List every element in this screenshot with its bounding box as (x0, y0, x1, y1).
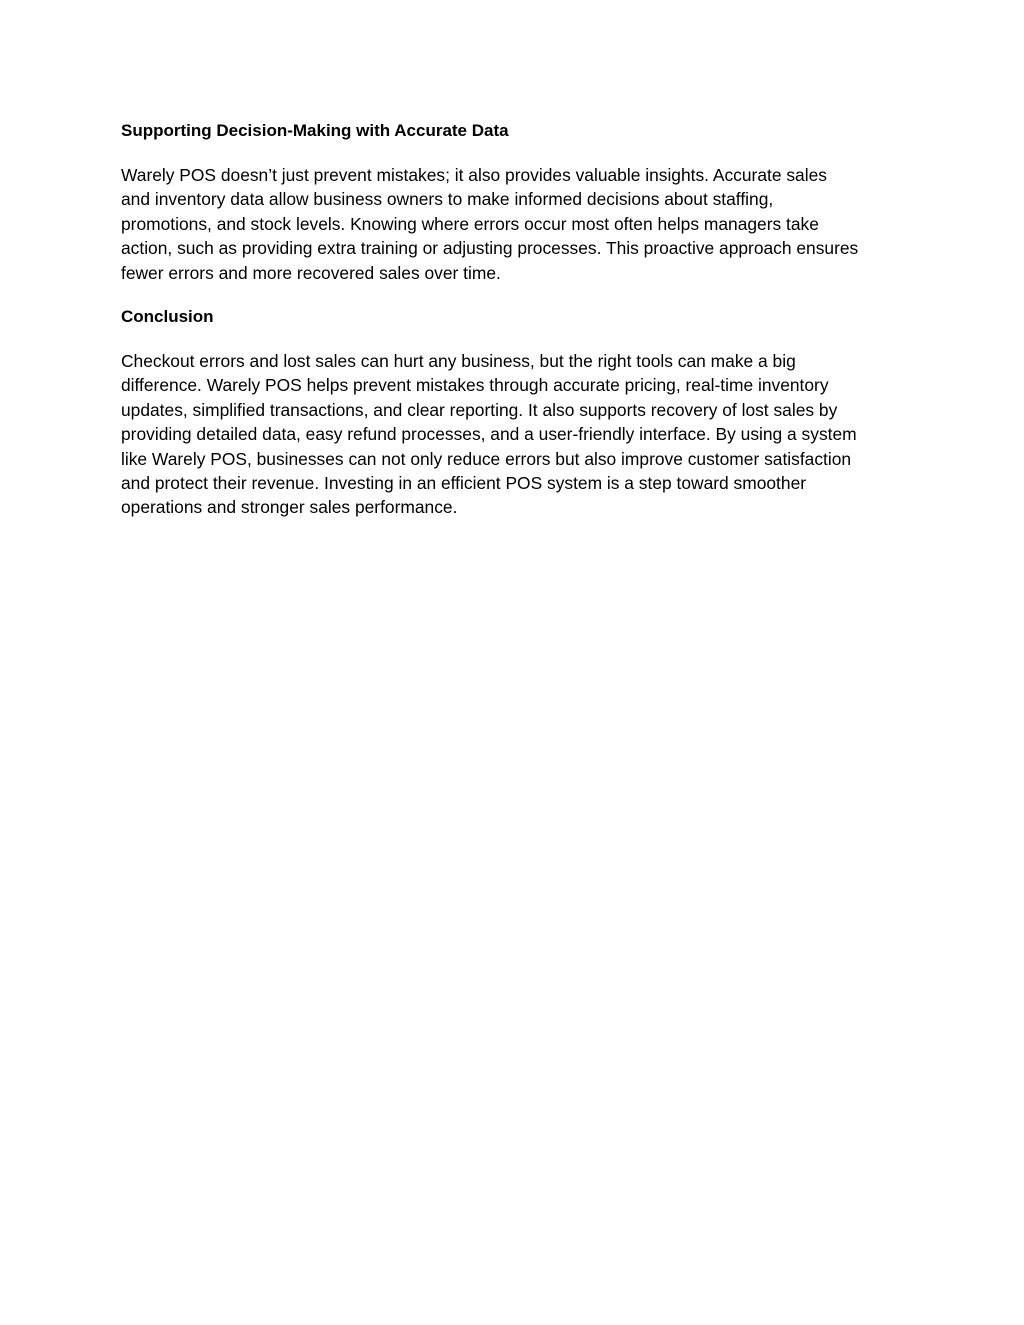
document-page (121, 119, 911, 540)
paragraph-line: updates, simplified transactions, and clear reporting. It also supports recovery of lost sales by (121, 399, 838, 420)
paragraph-line: operations and stronger sales performance. (121, 497, 458, 518)
paragraph-line: and inventory data allow business owners to make informed decisions about staffing, (121, 189, 774, 210)
paragraph-line: and protect their revenue. Investing in an efficient POS system is a step toward smoother (121, 473, 807, 494)
paragraph-line: action, such as providing extra training or adjusting processes. This proactive approach ensures (121, 238, 859, 259)
paragraph-line: like Warely POS, businesses can not only reduce errors but also improve customer satisfaction (121, 448, 852, 469)
section-paragraph (121, 163, 911, 285)
section-conclusion (121, 305, 911, 520)
paragraph-line: promotions, and stock levels. Knowing where errors occur most often helps managers take (121, 213, 819, 234)
paragraph-line: Warely POS doesn’t just prevent mistakes; it also provides valuable insights. Accurate sales (121, 165, 827, 185)
section-heading: Supporting Decision-Making with Accurate Data (121, 121, 509, 140)
paragraph-line: providing detailed data, easy refund processes, and a user-friendly interface. By using a system (121, 424, 857, 445)
paragraph-line: Checkout errors and lost sales can hurt any business, but the right tools can make a big (121, 351, 796, 372)
paragraph-line: difference. Warely POS helps prevent mistakes through accurate pricing, real-time inventory (121, 375, 829, 396)
section-decision-making (121, 119, 911, 285)
section-paragraph (121, 349, 911, 520)
paragraph-line: fewer errors and more recovered sales over time. (121, 262, 501, 283)
section-heading: Conclusion (121, 307, 214, 327)
